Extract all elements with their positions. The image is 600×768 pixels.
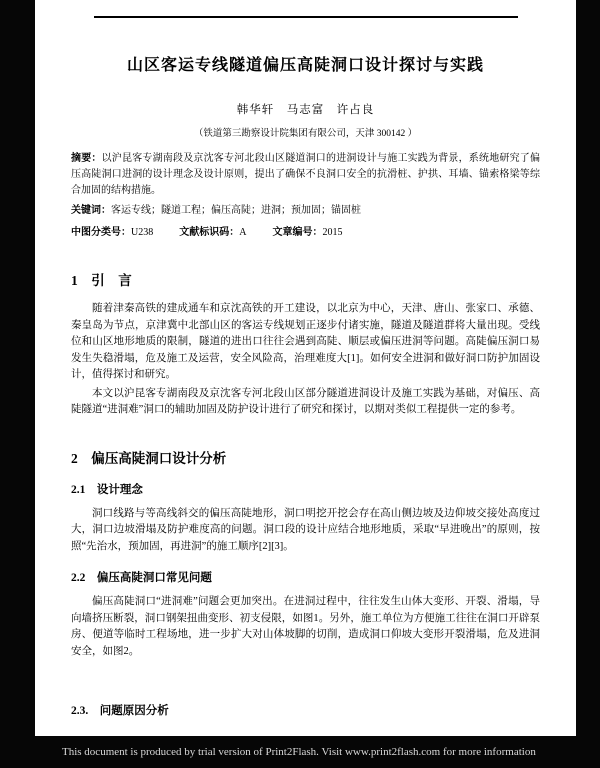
page-title: 山区客运专线隧道偏压高陡洞口设计探讨与实践	[126, 57, 484, 74]
doc-code-value: A	[239, 227, 247, 238]
abstract	[71, 151, 540, 199]
article-no-group	[272, 227, 342, 238]
clc-value: U238	[131, 227, 154, 238]
keywords	[71, 203, 540, 219]
section-1-heading: 1 引 言	[71, 273, 132, 288]
print2flash-link[interactable]: www.print2flash.com	[344, 746, 441, 758]
clc-label: 中图分类号：	[71, 227, 131, 238]
section-2-2-heading: 2.2 偏压高陡洞口常见问题	[71, 572, 212, 584]
document-page	[35, 0, 576, 736]
trial-notice-prefix: This document is produced by trial version of Print2Flash. Visit	[62, 746, 345, 758]
header-rule	[94, 16, 518, 18]
trial-notice-suffix: for more information	[440, 746, 536, 758]
section-2-1-paragraph: 洞口线路与等高线斜交的偏压高陡地形，洞口明挖开挖会存在高山侧边坡及边仰坡交接处高度过大，洞口边坡滑塌及防护难度高的问题。洞口段的设计应结合地形地质，采取“早进晚出”的原则，按照“先治水，预加固，再进洞”的施工顺序[2][3]。	[71, 507, 540, 552]
section-1-paragraph: 随着津秦高铁的建成通车和京沈高铁的开工建设，以北京为中心，天津、唐山、张家口、承德、秦皇岛为节点，京津冀中北部山区的客运专线规划正逐步付诸实施，隧道及隧道群将大量出现。受线位和山区地形地质的限制，隧道的进出口往往会遇到高陡、顺层或偏压进洞等问题。高陡偏压洞口易发生失稳滑塌，危及施工及运营，安全风险高，治理难度大[1]。如何安全进洞和做好洞口防护加固设计，值得探讨和研究。	[71, 303, 540, 380]
meta-line	[71, 225, 540, 241]
section-2-3-heading: 2.3. 问题原因分析	[71, 705, 169, 717]
authors: 韩华轩 马志富 许占良	[236, 104, 375, 116]
article-no-label: 文章编号：	[272, 227, 323, 238]
section-2-1-heading: 2.1 设计理念	[71, 483, 143, 496]
section-1-paragraph: 本文以沪昆客专湖南段及京沈客专河北段山区部分隧道进洞设计及施工实践为基础，对偏压、高陡隧道“进洞难”洞口的辅助加固及防护设计进行了研究和探讨，以期对类似工程提供一定的参考。	[71, 387, 540, 415]
article-no-value: 2015	[322, 227, 343, 238]
page-content	[35, 52, 576, 718]
keywords-text: 客运专线；隧道工程；偏压高陡；进洞；预加固；锚固桩	[111, 205, 361, 216]
section-2-2-paragraph: 偏压高陡洞口“进洞难”问题会更加突出。在进洞过程中，往往发生山体大变形、开裂、滑塌，导向墙挤压断裂，洞口钢架扭曲变形、初支侵限，如图1。另外，施工单位为方便施工往往在洞口开辟泵房、便道等临时工程场地，进一步扩大对山体坡脚的切削，造成洞口仰坡大变形开裂滑塌，危及进洞安全，如图2。	[71, 596, 540, 657]
abstract-text: 以沪昆客专湖南段及京沈客专河北段山区隧道洞口的进洞设计与施工实践为背景，系统地研究了偏压高陡洞口进洞的设计理念及设计原则，提出了确保不良洞口安全的抗滑桩、护拱、耳墙、锚索格梁等综合加固的结构措施。	[71, 153, 541, 196]
clc-group	[71, 227, 153, 238]
trial-version-notice	[62, 746, 536, 758]
section-2-heading: 2 偏压高陡洞口设计分析	[71, 450, 227, 466]
affiliation: （铁道第三勘察设计院集团有限公司，天津 300142 ）	[193, 129, 418, 139]
doc-code-label: 文献标识码：	[179, 227, 240, 238]
abstract-label: 摘要：	[71, 153, 102, 164]
doc-code-group	[179, 227, 246, 238]
keywords-label: 关键词：	[71, 205, 111, 216]
